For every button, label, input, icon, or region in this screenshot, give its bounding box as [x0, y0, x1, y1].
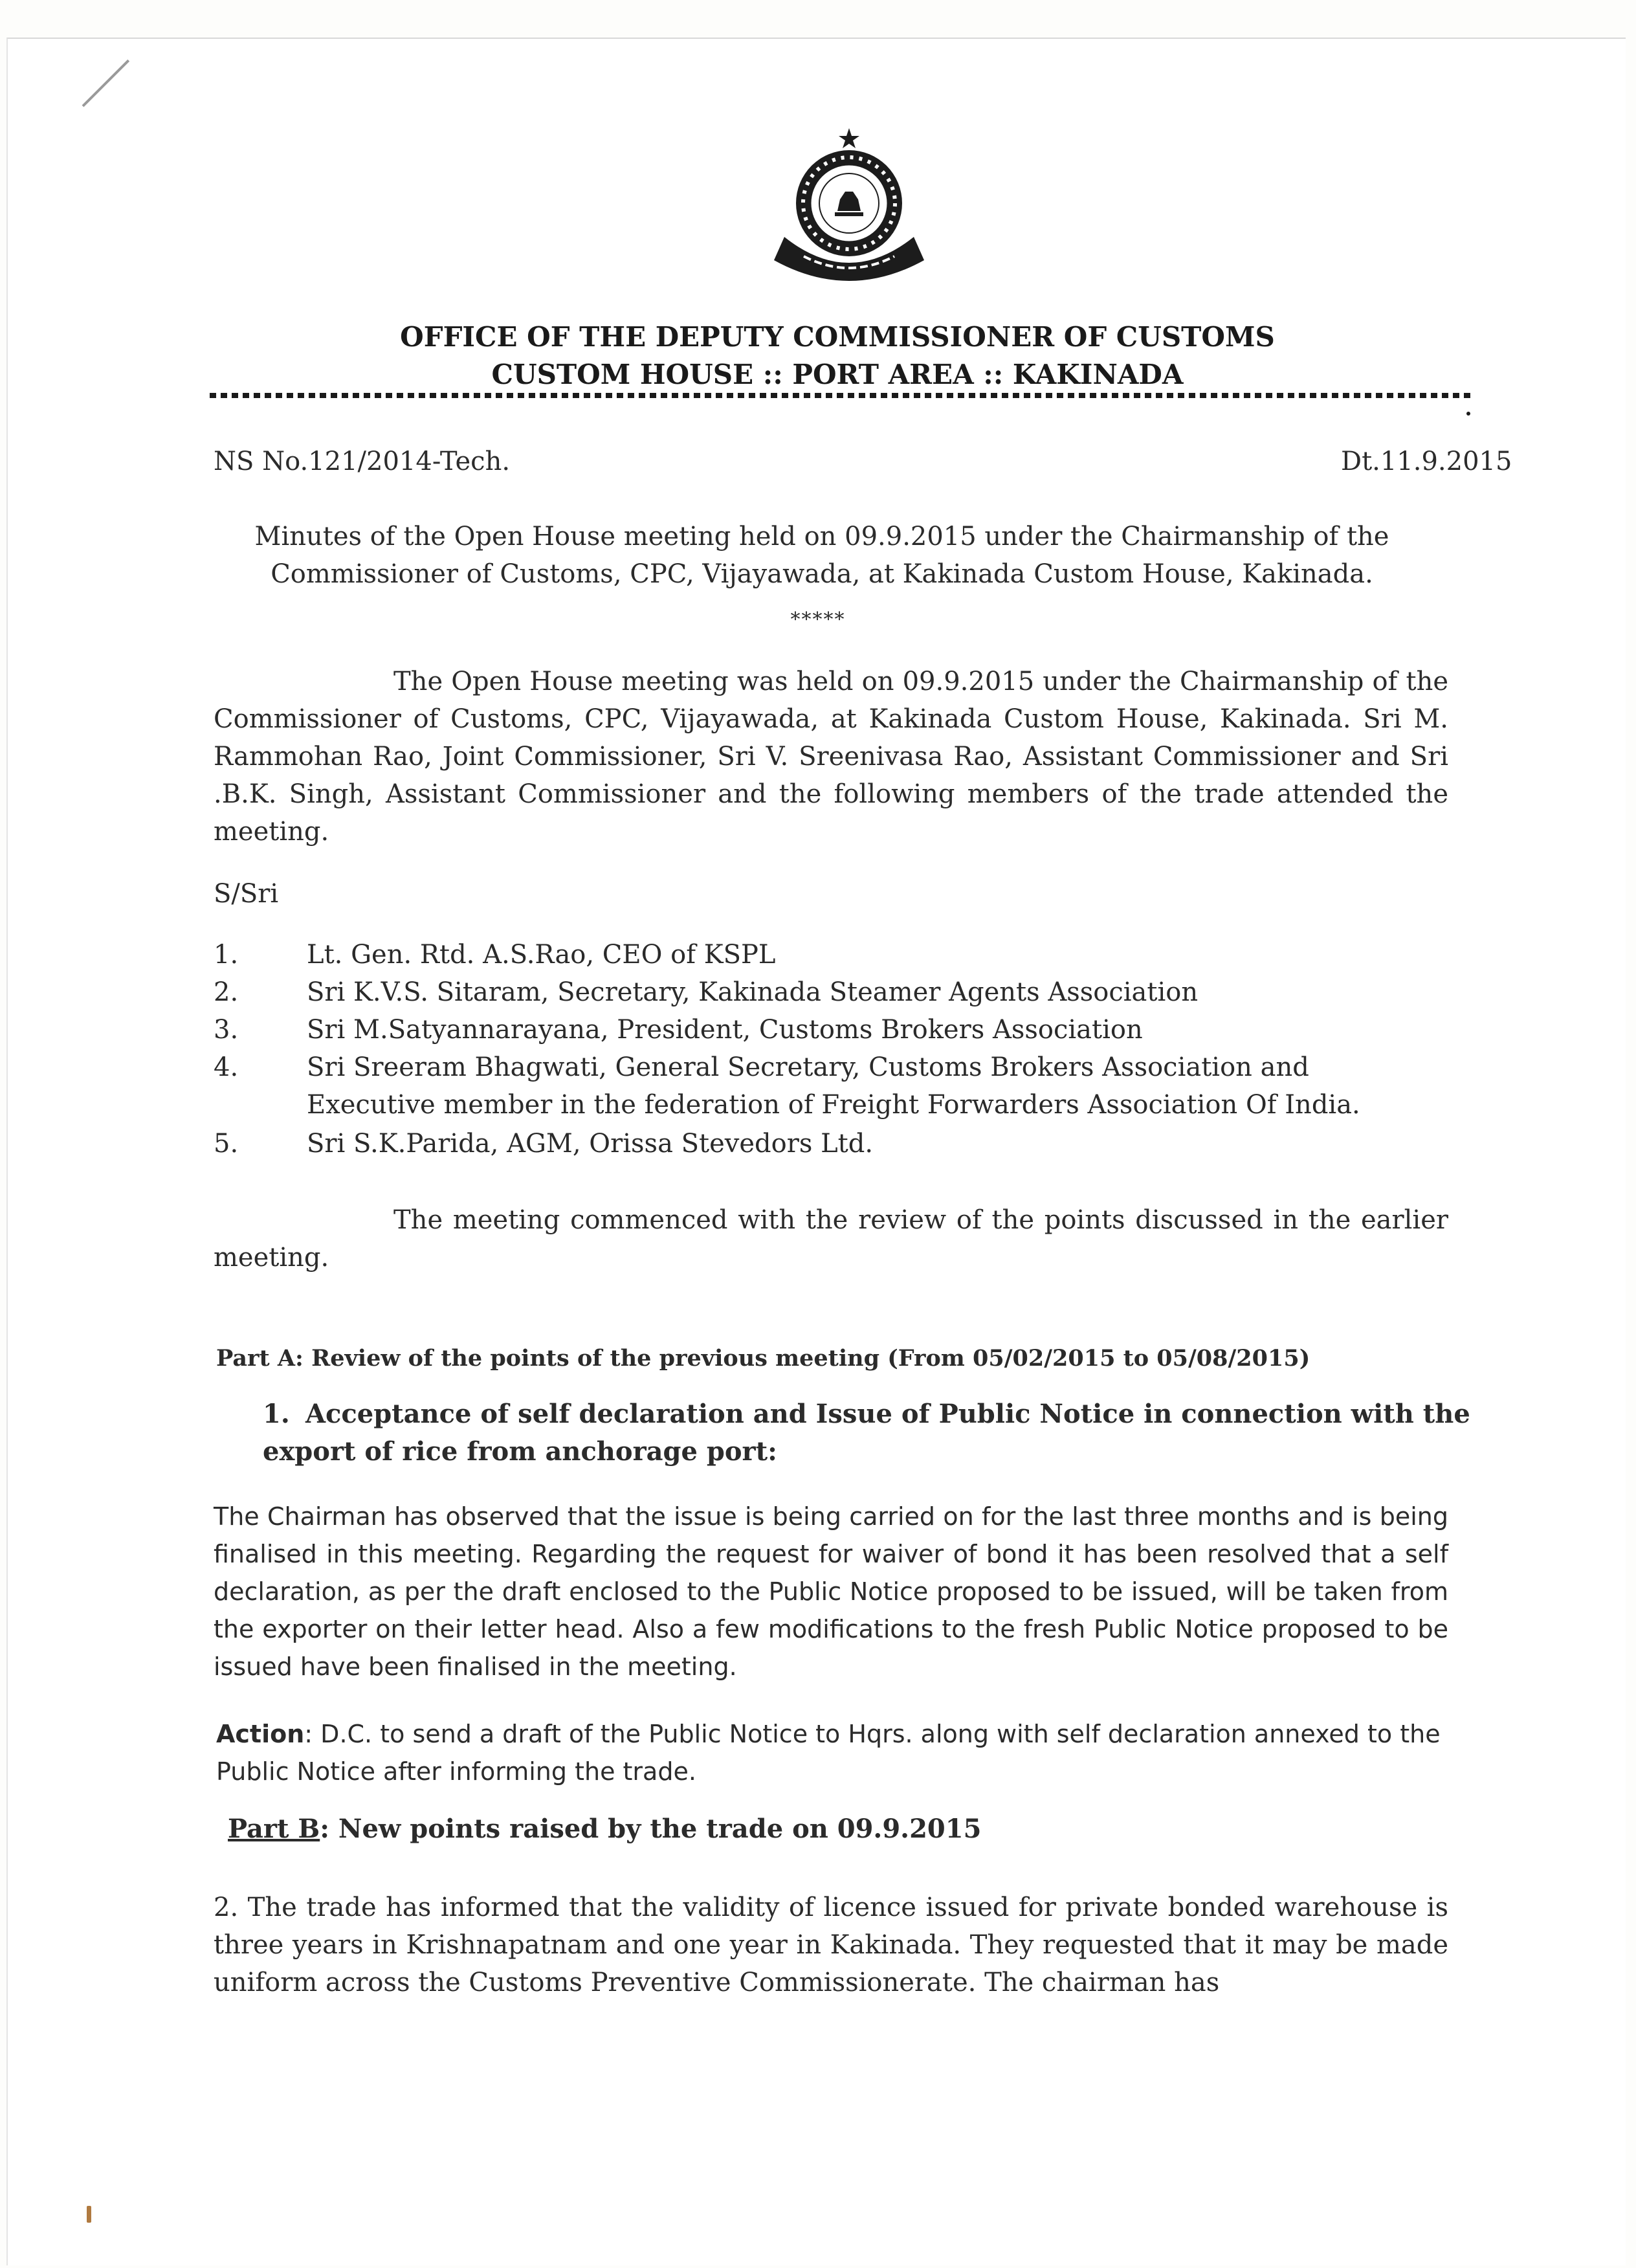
item-1-title: [263, 1395, 1473, 1471]
intro-paragraph-text: The Open House meeting was held on 09.9.2015 under the Chairmanship of the Commissioner of Customs, CPC, Vijayawada, at Kakinada Custom House, Kakinada. Sri M. Rammohan Rao, Joint Commissioner, Sri V. Sreenivasa Rao, Assistant Commissioner and Sri .B.K. Singh, Assistant Commissioner and the following members of the trade attended the meeting.: [214, 667, 1448, 847]
attendee-name: Sri S.K.Parida, AGM, Orissa Stevedors Ltd.: [307, 1129, 874, 1159]
attendees-heading: S/Sri: [214, 879, 279, 909]
item-1-title-text: Acceptance of self declaration and Issue of Public Notice in connection with the export of rice from anchorage port:: [263, 1399, 1470, 1467]
commence-paragraph-text: The meeting commenced with the review of the points discussed in the earlier meeting.: [214, 1205, 1448, 1273]
attendee-number: 3.: [214, 1015, 239, 1045]
attendee-name: Lt. Gen. Rtd. A.S.Rao, CEO of KSPL: [307, 940, 776, 970]
section-separator: *****: [790, 608, 846, 631]
attendee-name-continued: Executive member in the federation of Freight Forwarders Association Of India.: [307, 1090, 1360, 1120]
attendee-number: 2.: [214, 977, 239, 1007]
header-divider-end-dot: [1466, 412, 1470, 416]
action-label: Action: [216, 1720, 305, 1748]
part-a-heading: Part A: Review of the points of the previous meeting (From 05/02/2015 to 05/08/2015): [216, 1345, 1310, 1372]
office-title: OFFICE OF THE DEPUTY COMMISSIONER OF CUSTOMS: [400, 321, 1275, 353]
reference-number: NS No.121/2014-Tech.: [214, 447, 511, 476]
attendee-name: Sri K.V.S. Sitaram, Secretary, Kakinada Steamer Agents Association: [307, 977, 1199, 1007]
item-1-number: 1.: [263, 1399, 290, 1429]
office-address: CUSTOM HOUSE :: PORT AREA :: KAKINADA: [491, 359, 1184, 390]
attendee-name: Sri M.Satyannarayana, President, Customs Brokers Association: [307, 1015, 1143, 1045]
part-b-heading: [228, 1814, 981, 1844]
intro-paragraph: [214, 663, 1448, 850]
action-text: : D.C. to send a draft of the Public Notice to Hqrs. along with self declaration annexed to the Public Notice after informing the trade.: [216, 1720, 1441, 1786]
item-1-body: The Chairman has observed that the issue is being carried on for the last three months and is being finalised in this meeting. Regarding the request for waiver of bond it has been resolved that a self declaration, as per the draft enclosed to the Public Notice proposed to be issued, will be taken from the exporter on their letter head. Also a few modifications to the fresh Public Notice proposed to be issued have been finalised in the meeting.: [214, 1502, 1448, 1681]
document-date: Dt.11.9.2015: [1341, 447, 1512, 476]
attendee-number: 1.: [214, 940, 239, 970]
subject-line: Minutes of the Open House meeting held on 09.9.2015 under the Chairmanship of the Commissioner of Customs, CPC, Vijayawada, at Kakinada Custom House, Kakinada.: [254, 522, 1389, 589]
attendee-number: 4.: [214, 1052, 239, 1082]
action-line: [216, 1715, 1446, 1790]
header-dotted-divider: [210, 391, 1473, 400]
part-b-label: Part B: [228, 1814, 320, 1844]
attendee-name: Sri Sreeram Bhagwati, General Secretary, Customs Brokers Association and: [307, 1052, 1309, 1082]
attendee-number: 5.: [214, 1129, 239, 1159]
commence-paragraph: [214, 1201, 1448, 1276]
part-b-heading-text: : New points raised by the trade on 09.9.2015: [320, 1814, 982, 1844]
item-2-paragraph: 2. The trade has informed that the validity of licence issued for private bonded warehouse is three years in Krishnapatnam and one year in Kakinada. They requested that it may be made uniform across the Customs Preventive Commissionerate. The chairman has: [214, 1893, 1448, 1997]
customs-emblem-icon: [765, 127, 933, 289]
scan-edge-mark: [87, 2206, 91, 2223]
